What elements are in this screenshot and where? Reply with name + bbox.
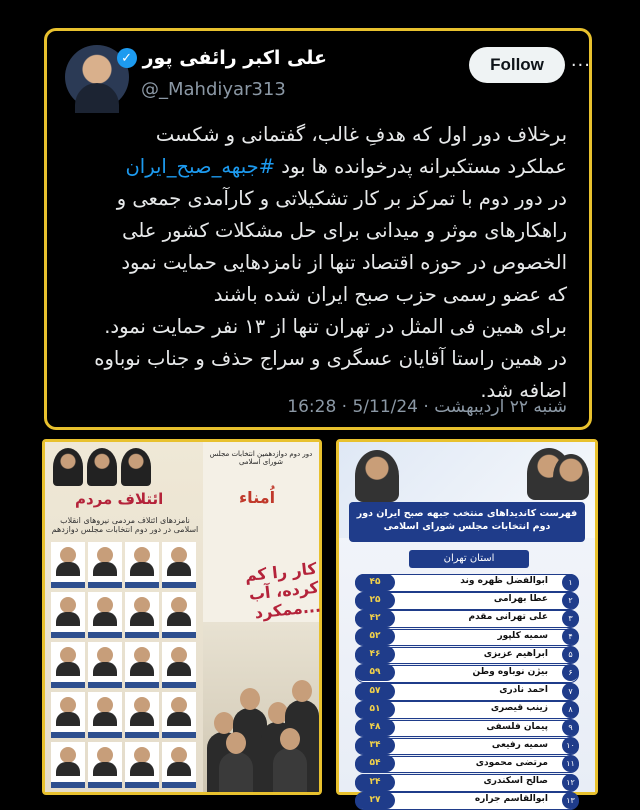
candidate-name: ابوالقاسم جراره — [474, 794, 548, 805]
candidate-photo — [162, 542, 196, 588]
candidate-row — [355, 592, 579, 610]
tweet-card — [44, 28, 592, 430]
poster-slogan: کار را کم کرده، آب ...ممکرد — [243, 558, 322, 623]
candidate-code: ۲۷ — [355, 792, 395, 809]
candidate-number: ۱۱ — [562, 755, 579, 772]
candidate-row — [355, 738, 579, 756]
candidate-photo — [162, 642, 196, 688]
coalition-poster — [45, 442, 203, 792]
candidate-photo — [88, 692, 122, 738]
time-date: 16:28 · 5/11/24 — [287, 397, 419, 417]
candidate-photo — [125, 592, 159, 638]
candidate-row — [355, 647, 579, 665]
candidate-number: ۳ — [562, 610, 579, 627]
candidate-code: ۲۴ — [355, 774, 395, 791]
candidate-photo — [51, 742, 85, 788]
candidate-photo — [51, 542, 85, 588]
candidate-row — [355, 756, 579, 774]
candidate-row — [355, 720, 579, 738]
candidate-row — [355, 629, 579, 647]
tweet-line: که عضو رسمی حزب صبح ایران شده باشند — [213, 283, 567, 306]
poster-subtitle: نامزدهای ائتلاف مردمی نیروهای انقلاب اسلامی در دور دوم انتخابات مجلس دوازدهم — [51, 516, 199, 534]
candidate-row — [355, 683, 579, 701]
candidate-photo — [51, 692, 85, 738]
candidate-photo — [51, 642, 85, 688]
group-photo — [203, 622, 319, 792]
candidate-name: سمیه کلپور — [497, 630, 548, 641]
tweet-line: برای همین فی المثل در تهران تنها از ۱۳ نفر حمایت نمود. — [104, 315, 567, 338]
candidate-number: ۸ — [562, 701, 579, 718]
candidate-code: ۴۸ — [355, 719, 395, 736]
tweet-line: در همین راستا آقایان عسگری و سراج حذف و جناب نوباوه — [94, 347, 567, 370]
candidate-code: ۴۵ — [355, 574, 395, 591]
candidate-row — [355, 701, 579, 719]
tweet-timestamp[interactable] — [287, 397, 567, 417]
candidate-photo — [88, 592, 122, 638]
candidate-code: ۵۲ — [355, 628, 395, 645]
omana-poster — [203, 442, 322, 792]
candidate-list — [355, 574, 579, 810]
candidate-code: ۴۲ — [355, 610, 395, 627]
left-attached-image[interactable] — [42, 439, 322, 795]
candidate-photo — [88, 542, 122, 588]
candidate-code: ۲۵ — [355, 592, 395, 609]
candidate-grid — [51, 542, 196, 788]
candidate-name: پیمان فلسفی — [486, 721, 548, 732]
candidate-number: ۱۳ — [562, 792, 579, 809]
candidate-code: ۴۶ — [355, 646, 395, 663]
candidate-name: ابراهیم عزیزی — [483, 648, 548, 659]
candidate-number: ۶ — [562, 664, 579, 681]
poster-title: ائتلاف مردم — [75, 490, 164, 508]
candidate-photo — [88, 642, 122, 688]
candidate-number: ۲ — [562, 592, 579, 609]
tweet-text — [65, 119, 567, 407]
candidate-code: ۵۱ — [355, 701, 395, 718]
leaders-portraits — [53, 448, 153, 486]
candidate-code: ۵۴ — [355, 755, 395, 772]
tweet-line-text: عملکرد مستکبرانه پدرخوانده ها بود — [281, 155, 567, 178]
candidate-name: ابوالفضل ظهره وند — [460, 576, 548, 586]
candidate-row — [355, 792, 579, 810]
verified-badge-icon: ✓ — [117, 48, 137, 68]
province-label: استان تهران — [409, 550, 529, 568]
candidate-photo — [125, 642, 159, 688]
candidate-photo — [51, 592, 85, 638]
candidate-number: ۴ — [562, 628, 579, 645]
candidate-name: عطا بهرامی — [493, 594, 548, 605]
tweet-line: برخلاف دور اول که هدفِ غالب، گفتمانی و شکست — [155, 123, 567, 146]
candidate-number: ۱ — [562, 574, 579, 591]
candidate-photo — [162, 592, 196, 638]
candidate-name: بیژن نوباوه وطن — [472, 666, 548, 677]
candidate-number: ۵ — [562, 646, 579, 663]
tweet-line: در دور دوم با تمرکز بر کار تشکیلاتی و کارآمدی جمعی و — [116, 187, 567, 210]
candidate-row — [355, 610, 579, 628]
candidate-photo — [125, 742, 159, 788]
more-options-icon[interactable]: ··· — [570, 55, 591, 76]
candidate-row — [355, 774, 579, 792]
date-persian: شنبه ۲۲ اردیبهشت — [434, 397, 567, 417]
candidate-name: زینب قیصری — [490, 703, 548, 714]
candidate-photo — [162, 742, 196, 788]
author-name-row[interactable] — [117, 47, 327, 69]
candidate-number: ۹ — [562, 719, 579, 736]
tweet-line: راهکارهای موثر و میدانی برای حل مشکلات کشور علی — [122, 219, 567, 242]
candidate-number: ۷ — [562, 683, 579, 700]
candidate-name: صالح اسکندری — [483, 776, 548, 787]
candidate-code: ۵۷ — [355, 683, 395, 700]
candidate-row — [355, 574, 579, 592]
candidate-name: سمیه رفیعی — [491, 739, 548, 750]
tweet-line: اضافه شد. — [480, 379, 567, 402]
candidate-name: علی تهرانی مقدم — [468, 612, 548, 623]
poster-header: دور دوم دوازدهمین انتخابات مجلس شورای اسلامی — [209, 450, 313, 466]
candidate-name: مرتضی محمودی — [475, 757, 548, 768]
display-name[interactable]: علی اکبر رائفی پور — [142, 47, 327, 69]
candidate-name: احمد نادری — [499, 685, 548, 696]
right-attached-image[interactable] — [336, 439, 598, 805]
candidate-number: ۱۰ — [562, 737, 579, 754]
list-banner: فهرست کاندیداهای منتخب جبهه صبح ایران دور دوم انتخابات مجلس شورای اسلامی — [349, 502, 585, 542]
tweet-line: الخصوص در حوزه اقتصاد تنها از نامزدهایی حمایت نمود — [121, 251, 567, 274]
separator-dot: · — [423, 397, 429, 417]
omana-logo: اُمناء — [239, 488, 276, 507]
candidate-photo — [125, 692, 159, 738]
hashtag-link[interactable]: #جبهه_صبح_ایران — [125, 155, 276, 178]
candidate-number: ۱۲ — [562, 774, 579, 791]
candidate-row — [355, 665, 579, 683]
candidate-code: ۳۴ — [355, 737, 395, 754]
handle[interactable]: @_Mahdiyar313 — [141, 79, 286, 100]
candidate-photo — [162, 692, 196, 738]
tweet-line — [65, 151, 567, 183]
candidate-code: ۵۹ — [355, 664, 395, 681]
candidate-photo — [88, 742, 122, 788]
candidate-photo — [125, 542, 159, 588]
follow-button[interactable]: Follow — [469, 47, 565, 83]
